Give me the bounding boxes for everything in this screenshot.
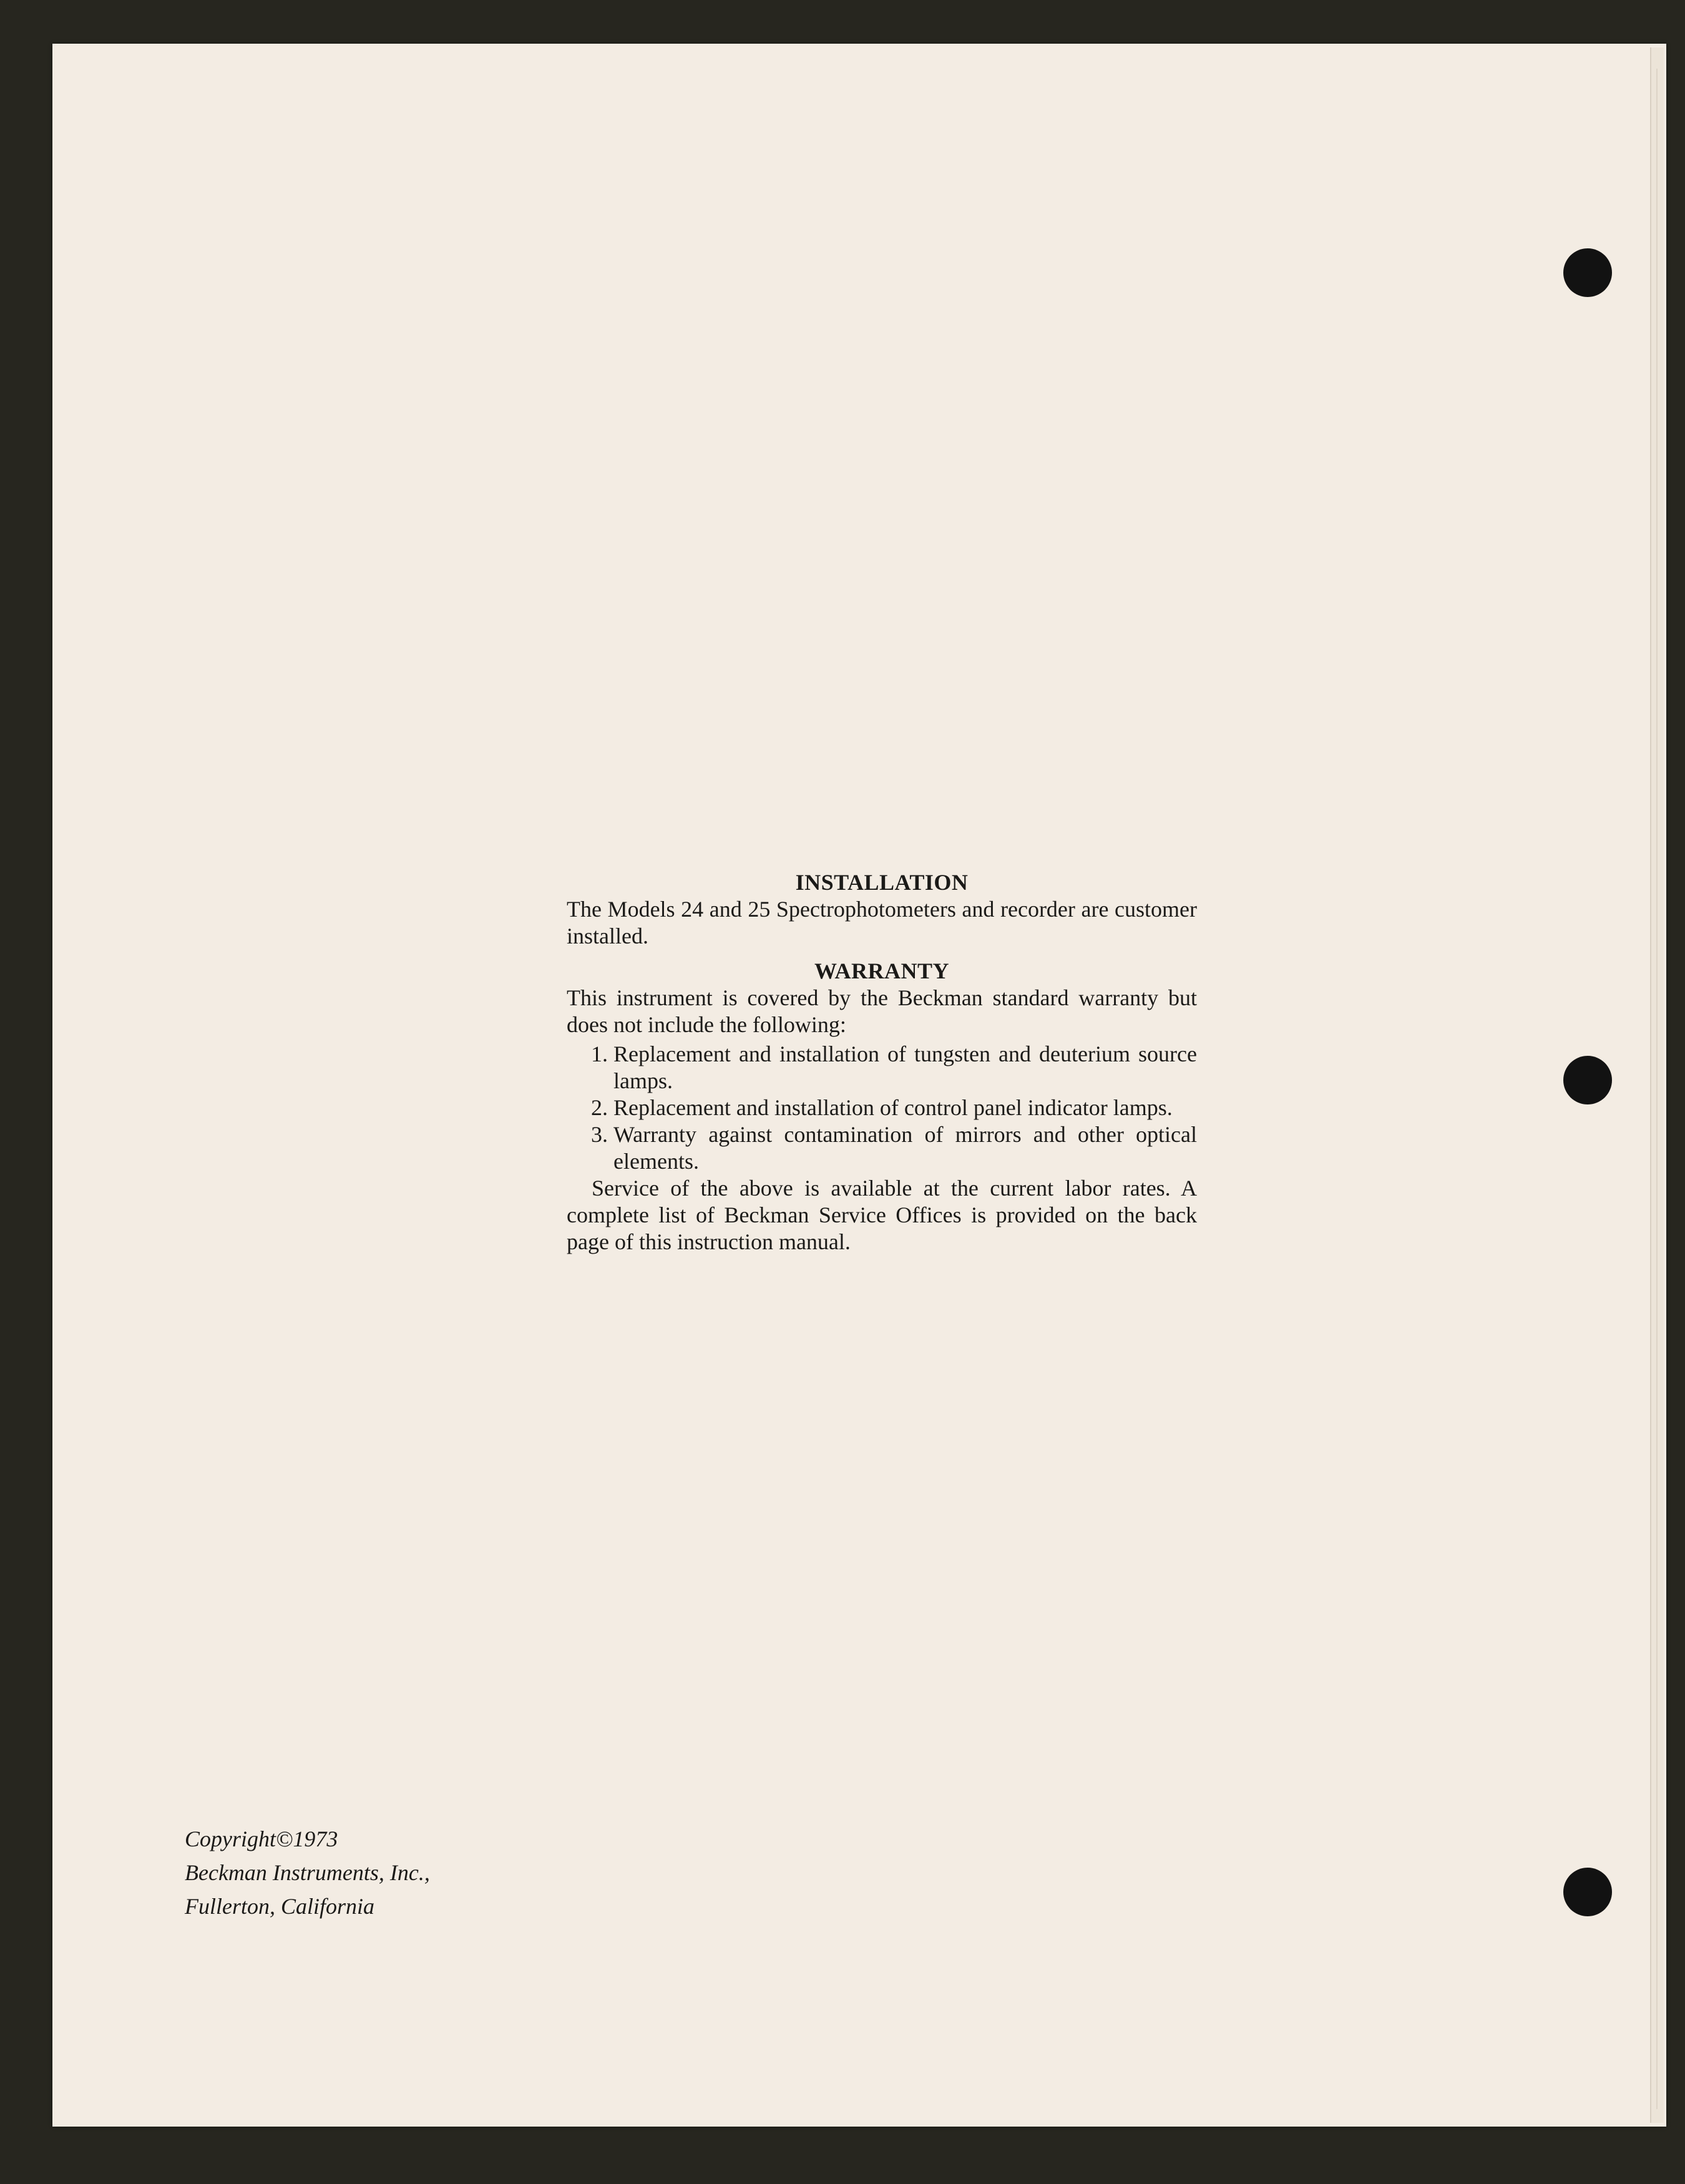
installation-heading: INSTALLATION — [795, 870, 969, 895]
copyright-notice — [185, 1822, 430, 1923]
warranty-exclusions-list — [567, 1041, 1197, 1175]
copyright-line: Copyright©1973 — [185, 1826, 338, 1851]
list-item — [567, 1121, 1197, 1175]
punch-hole-top — [1563, 248, 1612, 297]
list-item-text: Replacement and installation of tungsten and deuterium source lamps. — [613, 1041, 1197, 1093]
list-item-number: 1. — [591, 1041, 608, 1066]
list-item-number: 3. — [591, 1122, 608, 1147]
list-item-text: Warranty against contamination of mirrors and other optical elements. — [613, 1122, 1197, 1174]
list-item-text: Replacement and installation of control panel indicator lamps. — [613, 1095, 1173, 1120]
warranty-intro: This instrument is covered by the Beckman standard warranty but does not include the following: — [567, 985, 1197, 1037]
binder-page-edge-inner — [1656, 69, 1663, 2109]
punch-hole-bottom — [1563, 1868, 1612, 1916]
list-item — [567, 1094, 1197, 1121]
punch-hole-middle — [1563, 1056, 1612, 1104]
company-location: Fullerton, California — [185, 1894, 375, 1919]
list-item-number: 2. — [591, 1095, 608, 1120]
notice-block — [567, 869, 1197, 1255]
list-item — [567, 1041, 1197, 1094]
warranty-closing: Service of the above is available at the current labor rates. A complete list of Beckman Service Offices is provided on the back page of this instruction manual. — [567, 1176, 1197, 1254]
warranty-heading: WARRANTY — [814, 958, 949, 983]
company-name: Beckman Instruments, Inc., — [185, 1860, 430, 1885]
installation-body: The Models 24 and 25 Spectrophotometers and recorder are customer installed. — [567, 897, 1197, 948]
